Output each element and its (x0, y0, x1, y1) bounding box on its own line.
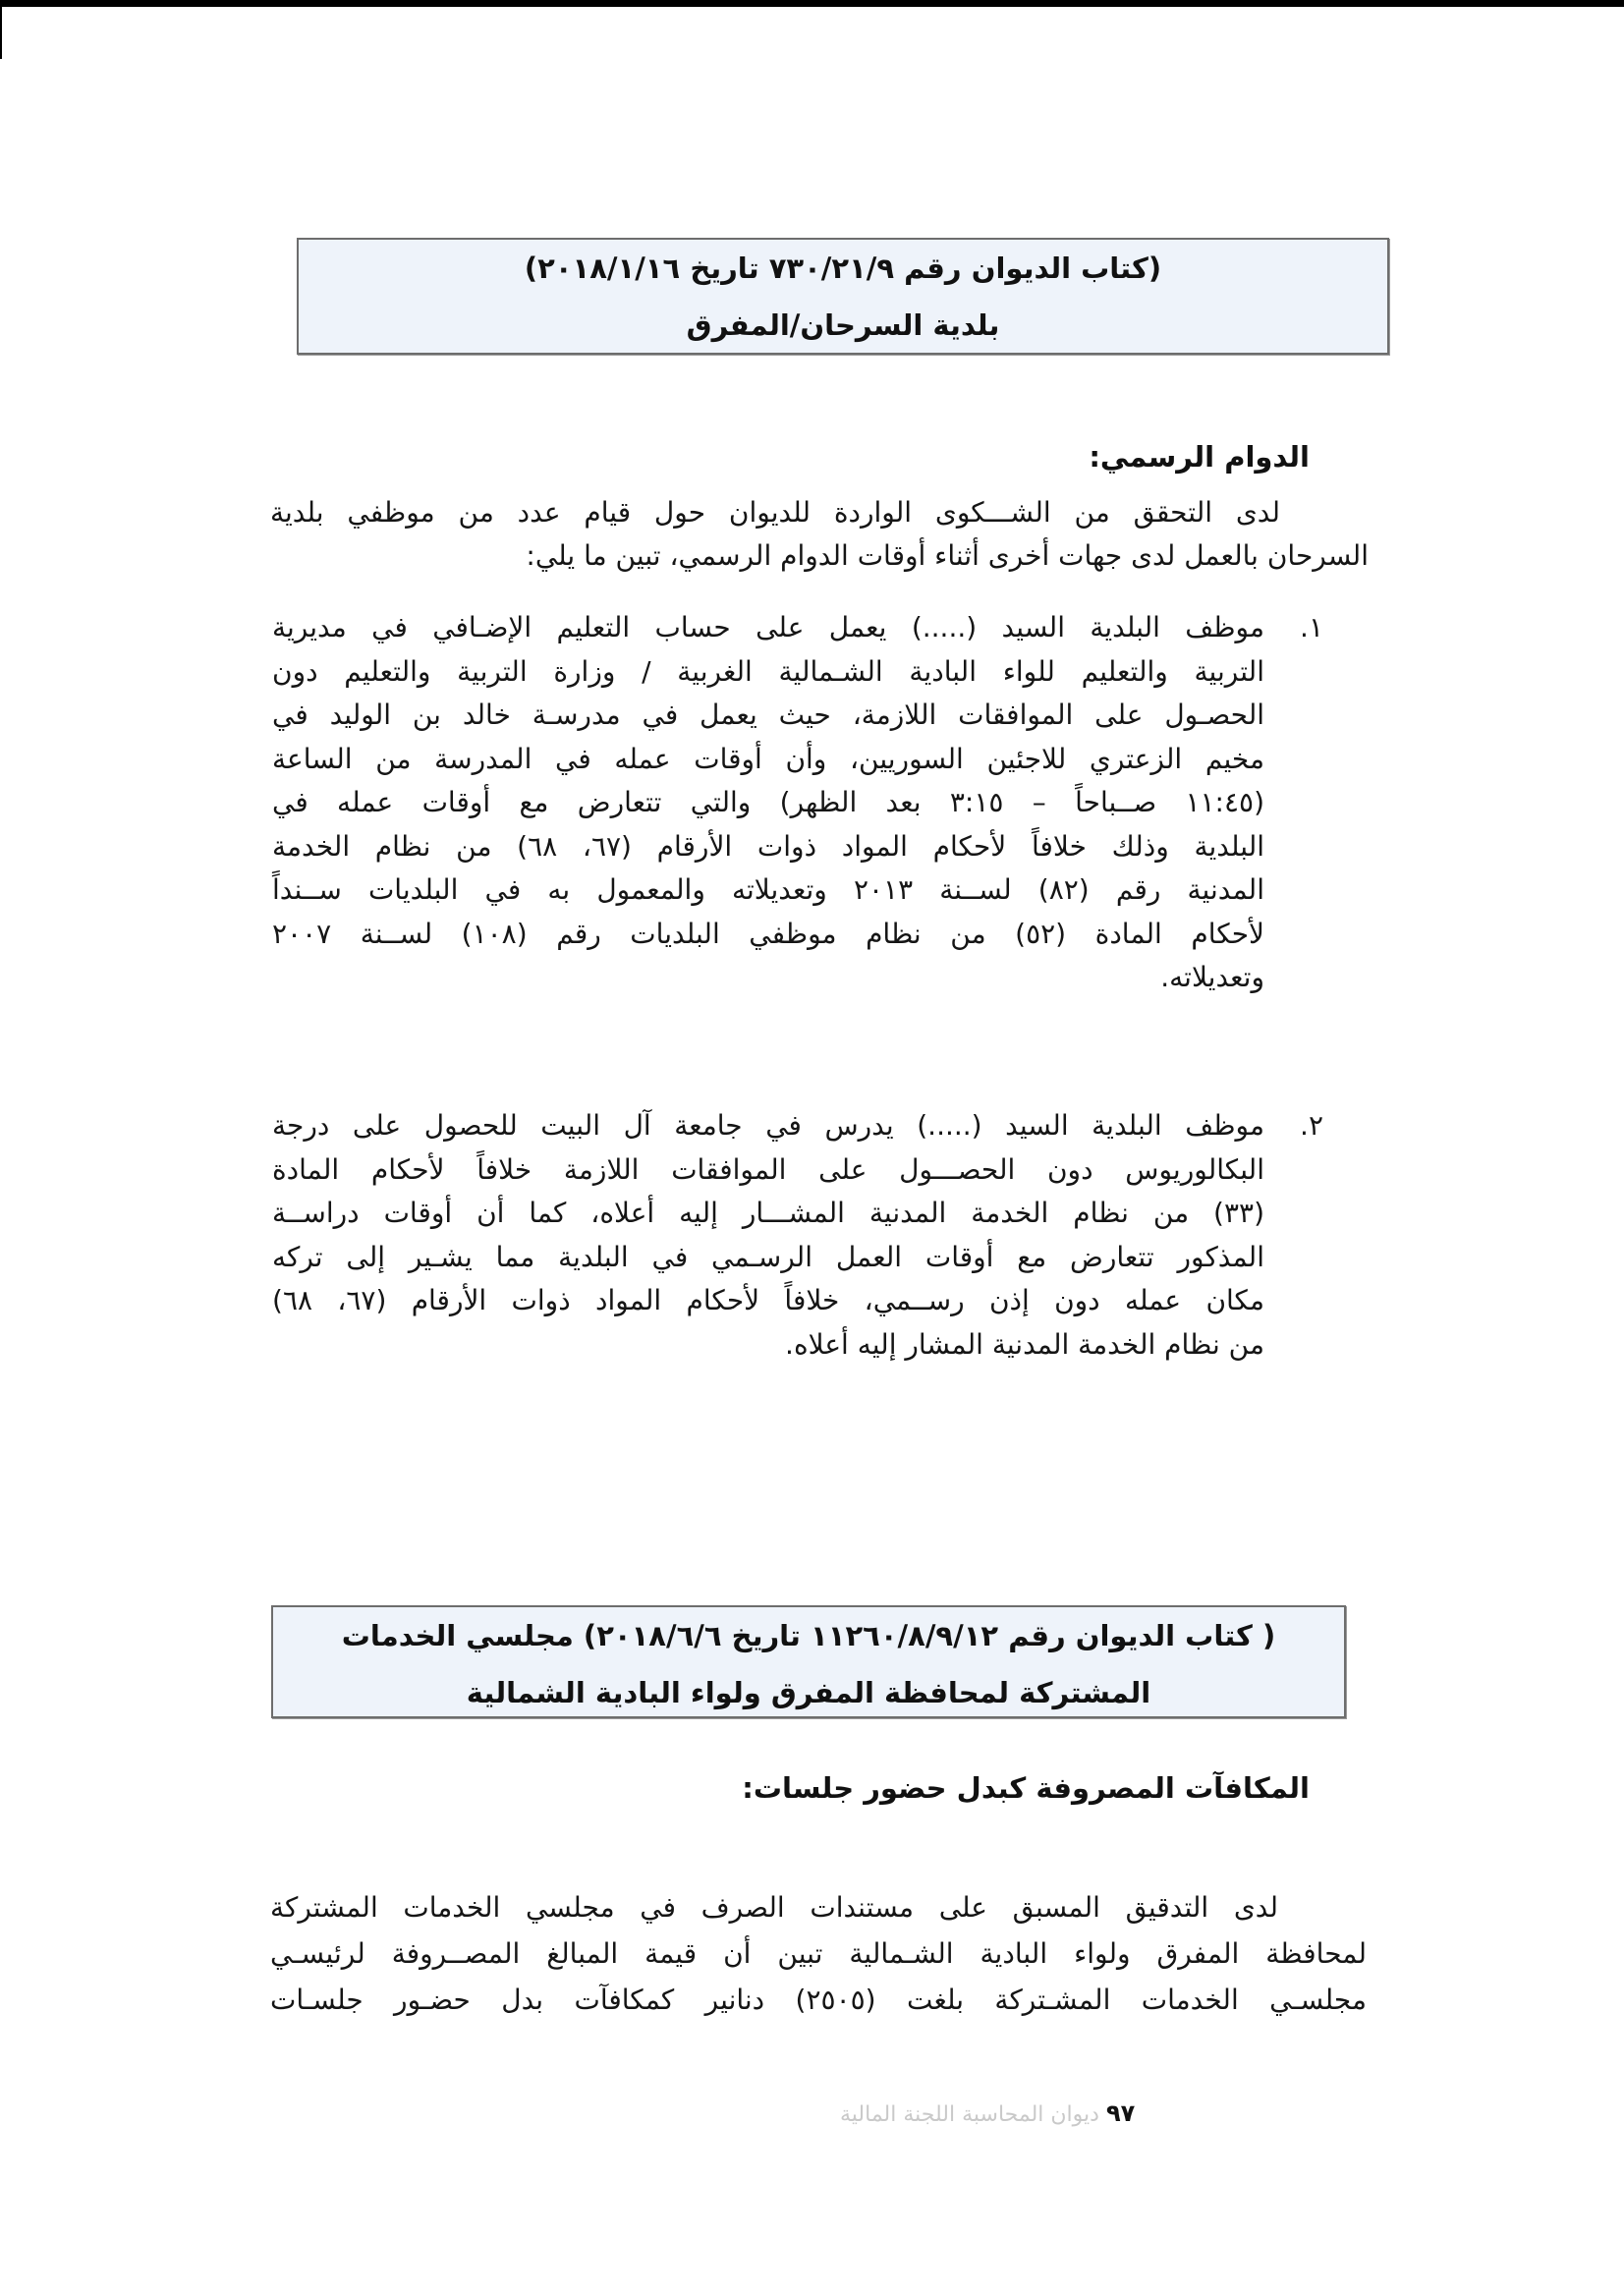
section-2-paragraph (270, 1884, 1367, 2023)
scan-top-edge (0, 0, 1624, 7)
list-item-line: البكالوريوس دون الحصـــول على الموافقات اللازمة خلافاً لأحكام المادة (272, 1152, 1264, 1186)
footer-text: ديوان المحاسبة اللجنة المالية (840, 2102, 1099, 2127)
list-item-line: (١١:٤٥ صــباحاً – ٣:١٥ بعد الظهر) والتي تتعارض مع أوقات عمله في (272, 786, 1264, 818)
list-item-number: ٢. (1300, 1109, 1323, 1142)
list-item-line: وتعديلاته. (1160, 961, 1264, 993)
page-number: ٩٧ (1105, 2099, 1136, 2127)
list-item-line: البلدية وذلك خلافاً لأحكام المواد ذوات الأرقام (٦٧، ٦٨) من نظام الخدمة (272, 829, 1265, 863)
section-2-title-line-1: ( كتاب الديوان رقم ١١٢٦٠/٨/٩/١٢ تاريخ ٢٠١٨/٦/٦) مجلسي الخدمات (341, 1619, 1276, 1652)
list-item-line: من نظام الخدمة المدنية المشار إليه أعلاه. (785, 1327, 1264, 1361)
scan-left-edge (0, 0, 2, 59)
paragraph-line: مجلسـي الخدمات المشـتركة بلغت (٢٥٠٥) دنانير كمكافآت بدل حضـور جلسـات (270, 1984, 1367, 2016)
paragraph-line: لمحافظة المفرق ولواء البادية الشـمالية تبين أن قيمة المبالغ المصــروفة لرئيسـي (270, 1937, 1367, 1970)
list-item-line: موظف البلدية السيد (.....) يعمل على حساب التعليم الإضـافي في مديرية (272, 611, 1264, 643)
list-item-line: المذكور تتعارض مع أوقات العمل الرسـمي في البلدية مما يشـير إلى تركه (272, 1240, 1264, 1273)
section-1-title-line-1: (كتاب الديوان رقم ٧٣٠/٢١/٩ تاريخ ٢٠١٨/١/١٦) (524, 252, 1162, 285)
list-item-line: (٣٣) من نظام الخدمة المدنية المشـــار إليه أعلاه، كما أن أوقات دراســة (272, 1197, 1264, 1229)
list-item-line: لأحكام المادة (٥٢) من نظام موظفي البلديات رقم (١٠٨) لســنة ٢٠٠٧ (272, 917, 1264, 950)
list-item-text (272, 606, 1264, 1000)
list-item-line: موظف البلدية السيد (.....) يدرس في جامعة آل البيت للحصول على درجة (272, 1109, 1264, 1142)
section-1-title-line-2: بلدية السرحان/المفرق (686, 308, 1000, 342)
list-item-text (272, 1104, 1264, 1367)
list-item-2 (272, 1104, 1323, 1367)
section-1-heading: الدوام الرسمي: (1089, 440, 1310, 474)
list-item-line: مخيم الزعتري للاجئين السوريين، وأن أوقات عمله في المدرسة من الساعة (272, 742, 1264, 775)
paragraph-line: لدى التدقيق المسبق على مستندات الصرف في مجلسي الخدمات المشتركة (270, 1891, 1278, 1924)
list-item-number: ١. (1300, 611, 1323, 643)
section-1-title-box (297, 238, 1389, 355)
section-1-intro-paragraph (270, 491, 1369, 578)
list-item-line: التربية والتعليم للواء البادية الشـمالية الغربية / وزارة التربية والتعليم دون (272, 654, 1264, 688)
section-2-heading: المكافآت المصروفة كبدل حضور جلسات: (742, 1771, 1310, 1805)
list-item-line: الحصـول على الموافقات اللازمة، حيث يعمل في مدرسـة خالد بن الوليد في (272, 699, 1264, 731)
list-item-1 (272, 606, 1323, 1000)
list-item-line: المدنية رقم (٨٢) لســنة ٢٠١٣ وتعديلاته والمعمول به في البلديات ســنداً (272, 873, 1264, 906)
intro-line: لدى التحقق من الشـــكوى الواردة للديوان حول قيام عدد من موظفي بلدية (270, 496, 1280, 529)
intro-line: السرحان بالعمل لدى جهات أخرى أثناء أوقات الدوام الرسمي، تبين ما يلي: (526, 539, 1369, 572)
list-item-line: مكان عمله دون إذن رســمي، خلافاً لأحكام المواد ذوات الأرقام (٦٧، ٦٨) (272, 1284, 1265, 1316)
section-2-title-line-2: المشتركة لمحافظة المفرق ولواء البادية الشمالية (466, 1676, 1151, 1709)
page-footer (840, 2099, 1135, 2127)
section-2-title-box (271, 1605, 1346, 1718)
